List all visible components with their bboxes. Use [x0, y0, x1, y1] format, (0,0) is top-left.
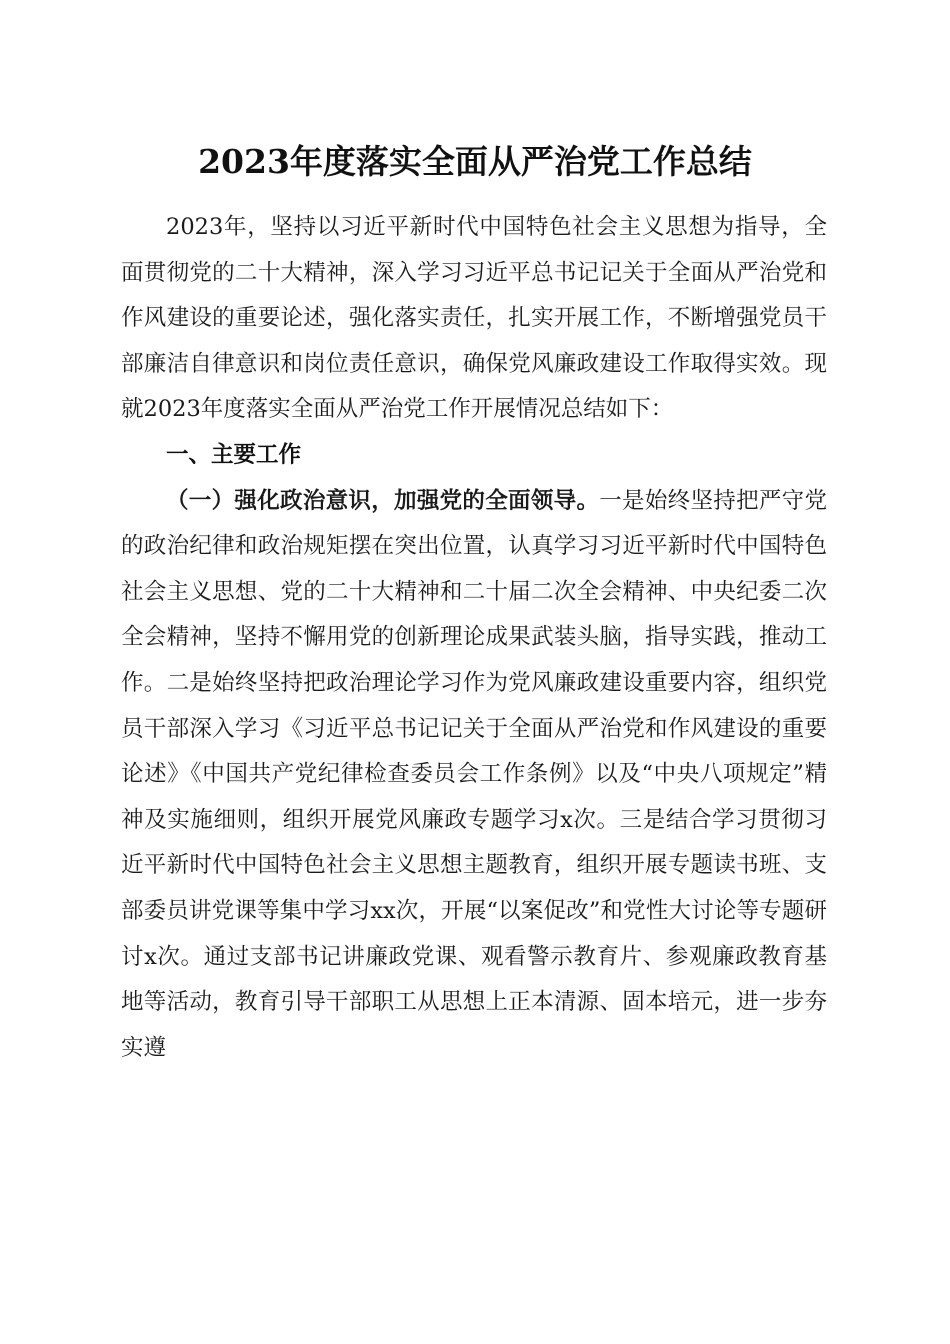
- document-body: [121, 205, 827, 1071]
- section-heading: 一、主要工作: [166, 441, 302, 468]
- subsection-lead: （一）强化政治意识，加强党的全面领导。: [166, 487, 600, 514]
- subsection-paragraph: [121, 479, 827, 1072]
- document-title: 2023年度落实全面从严治党工作总结: [198, 142, 752, 181]
- subsection-body: 一是始终坚持把严守党的政治纪律和政治规矩摆在突出位置，认真学习习近平新时代中国特色社会主义思想、党的二十大精神和二十届二次全会精神、中央纪委二次全会精神，坚持不懈用党的创新理论成果武装头脑，指导实践，推动工作。二是始终坚持把政治理论学习作为党风廉政建设重要内容，组织党员干部深入学习《习近平总书记记关于全面从严治党和作风建设的重要论述》《中国共产党纪律检查委员会工作条例》以及“中央八项规定”精神及实施细则，组织开展党风廉政专题学习x次。三是结合学习贯彻习近平新时代中国特色社会主义思想主题教育，组织开展专题读书班、支部委员讲党课等集中学习xx次，开展“以案促改”和党性大讨论等专题研讨x次。通过支部书记讲廉政党课、观看警示教育片、参观廉政教育基地等活动，教育引导干部职工从思想上正本清源、固本培元，进一步夯实遵: [121, 487, 827, 1061]
- intro-paragraph: 2023年，坚持以习近平新时代中国特色社会主义思想为指导，全面贯彻党的二十大精神，深入学习习近平总书记记关于全面从严治党和作风建设的重要论述，强化落实责任，扎实开展工作，不断增强党员干部廉洁自律意识和岗位责任意识，确保党风廉政建设工作取得实效。现就2023年度落实全面从严治党工作开展情况总结如下：: [121, 214, 827, 423]
